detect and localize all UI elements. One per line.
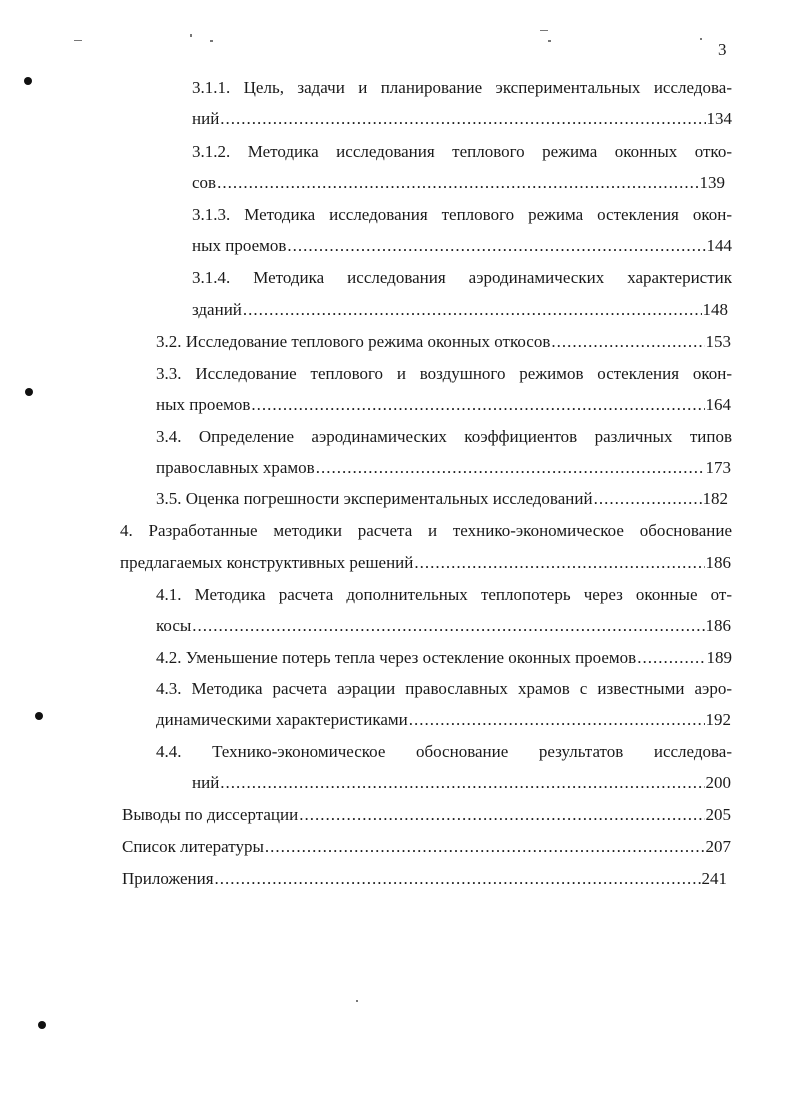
toc-page-number: 148 <box>702 300 728 319</box>
toc-entry-3-1-4-line1: 3.1.4. Методика исследования аэродинамических характеристик <box>192 268 732 287</box>
toc-page-number: 186 <box>705 616 731 635</box>
scan-speck <box>190 34 192 37</box>
toc-entry-4-line2 <box>120 552 731 574</box>
toc-entry-title: православных храмов <box>156 458 315 477</box>
toc-entry-3-1-2-line1: 3.1.2. Методика исследования теплового режима оконных отко- <box>192 142 732 161</box>
toc-entry-title: косы <box>156 616 192 635</box>
toc-page-number: 200 <box>705 773 731 792</box>
toc-leader-dots <box>551 331 704 353</box>
toc-page-number: 153 <box>705 332 731 351</box>
toc-entry-conclusions <box>122 804 731 826</box>
toc-page-number: 139 <box>699 173 725 192</box>
toc-entry-3-3-line1: 3.3. Исследование теплового и воздушного режимов остекления окон- <box>156 364 732 383</box>
binder-hole-mark <box>38 1021 46 1029</box>
toc-entry-4-3-line2 <box>156 709 731 731</box>
toc-entry-3-4-line2 <box>156 457 731 479</box>
toc-entry-4-line1: 4. Разработанные методики расчета и технико-экономическое обоснование <box>120 521 732 540</box>
toc-leader-dots <box>316 457 705 479</box>
toc-entry-3-1-1-line1: 3.1.1. Цель, задачи и планирование экспериментальных исследова- <box>192 78 732 97</box>
toc-entry-title: 4.2. Уменьшение потерь тепла через остекление оконных проемов <box>156 648 637 667</box>
toc-leader-dots <box>299 804 704 826</box>
toc-entry-3-3-line2 <box>156 394 731 416</box>
toc-entry-3-5 <box>156 488 728 510</box>
toc-entry-4-4-line1: 4.4. Технико-экономическое обоснование результатов исследова- <box>156 742 732 761</box>
toc-page-number: 182 <box>702 489 728 508</box>
toc-entry-4-2 <box>156 647 732 669</box>
toc-entry-title: ний <box>192 109 220 128</box>
toc-page-number: 134 <box>706 109 732 128</box>
toc-page-number: 189 <box>706 648 732 667</box>
toc-leader-dots <box>637 647 705 669</box>
scan-speck <box>210 40 213 42</box>
toc-page-number: 164 <box>705 395 731 414</box>
toc-page-number: 241 <box>701 869 727 888</box>
toc-leader-dots <box>287 235 705 257</box>
toc-entry-title: предлагаемых конструктивных решений <box>120 553 414 572</box>
page-number: 3 <box>718 40 727 59</box>
toc-entry-4-1-line1: 4.1. Методика расчета дополнительных теплопотерь через оконные от- <box>156 585 732 604</box>
toc-leader-dots <box>220 772 704 794</box>
toc-leader-dots <box>414 552 704 574</box>
toc-entry-title: сов <box>192 173 217 192</box>
toc-entry-3-4-line1: 3.4. Определение аэродинамических коэффициентов различных типов <box>156 427 732 446</box>
toc-entry-title: ний <box>192 773 220 792</box>
toc-entry-3-2 <box>156 331 731 353</box>
binder-hole-mark <box>24 77 32 85</box>
scan-speck <box>356 1000 358 1002</box>
toc-entry-3-1-1-line2 <box>192 108 732 130</box>
toc-leader-dots <box>215 868 701 890</box>
toc-leader-dots <box>251 394 704 416</box>
toc-page-number: 205 <box>705 805 731 824</box>
binder-hole-mark <box>25 388 33 396</box>
toc-entry-title: Приложения <box>122 869 214 888</box>
toc-page-number: 144 <box>706 236 732 255</box>
binder-hole-mark <box>35 712 43 720</box>
toc-entry-title: динамическими характеристиками <box>156 710 408 729</box>
toc-page-number: 173 <box>705 458 731 477</box>
toc-leader-dots <box>409 709 705 731</box>
toc-entry-references <box>122 836 731 858</box>
toc-entry-4-4-line2 <box>192 772 731 794</box>
toc-leader-dots <box>594 488 702 510</box>
toc-entry-3-1-3-line1: 3.1.3. Методика исследования теплового режима остекления окон- <box>192 205 732 224</box>
toc-entry-3-1-4-line2 <box>192 299 728 321</box>
toc-entry-title: зданий <box>192 300 242 319</box>
toc-entry-title: Выводы по диссертации <box>122 805 299 824</box>
scan-speck <box>540 30 548 31</box>
toc-page-number: 192 <box>705 710 731 729</box>
toc-entry-4-3-line1: 4.3. Методика расчета аэрации православных храмов с известными аэро- <box>156 679 732 698</box>
toc-page-number: 207 <box>705 837 731 856</box>
toc-entry-title: 3.5. Оценка погрешности экспериментальных исследований <box>156 489 593 508</box>
scan-speck <box>700 38 702 40</box>
toc-entry-3-1-3-line2 <box>192 235 732 257</box>
toc-page-number: 186 <box>705 553 731 572</box>
toc-leader-dots <box>243 299 702 321</box>
toc-leader-dots <box>220 108 705 130</box>
toc-leader-dots <box>217 172 698 194</box>
toc-entry-title: ных проемов <box>192 236 287 255</box>
toc-entry-title: Список литературы <box>122 837 264 856</box>
scan-speck <box>74 40 82 41</box>
toc-entry-title: 3.2. Исследование теплового режима оконных откосов <box>156 332 551 351</box>
scan-speck <box>548 40 551 42</box>
toc-leader-dots <box>192 615 704 637</box>
toc-entry-3-1-2-line2 <box>192 172 725 194</box>
toc-entry-appendices <box>122 868 727 890</box>
toc-leader-dots <box>265 836 705 858</box>
toc-entry-title: ных проемов <box>156 395 251 414</box>
toc-entry-4-1-line2 <box>156 615 731 637</box>
